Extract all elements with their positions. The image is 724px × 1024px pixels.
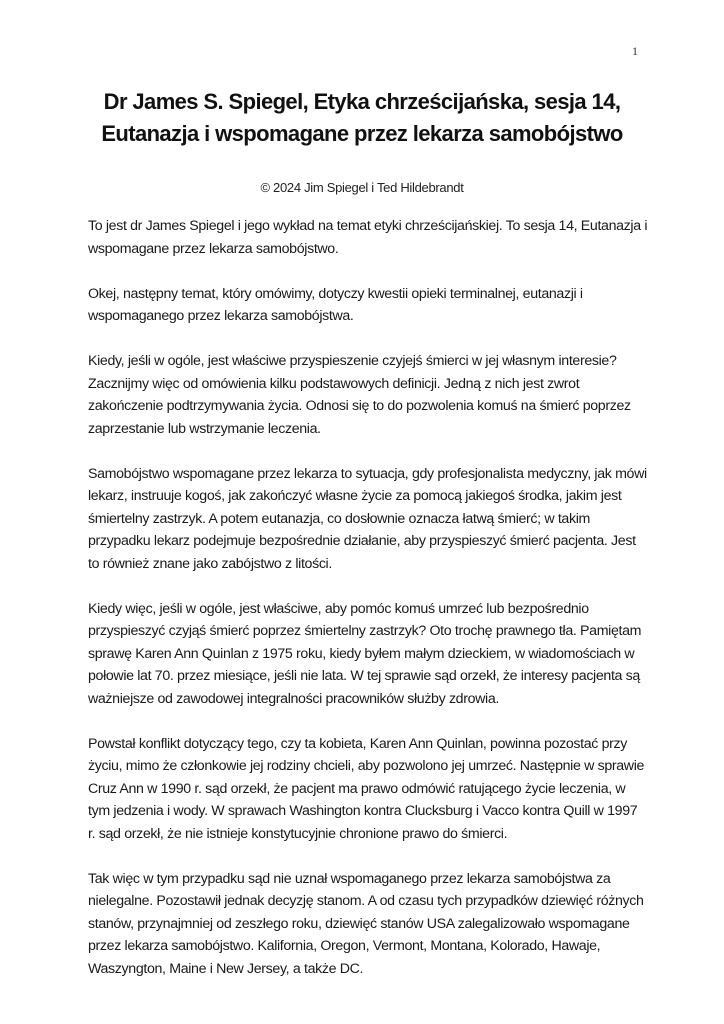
paragraph: Kiedy więc, jeśli w ogóle, jest właściwe, aby pomóc komuś umrzeć lub bezpośrednio przyspieszyć czyjąś śmierć poprzez śmiertelny zastrzyk? Oto trochę prawnego tła. Pamiętam sprawę Karen Ann Quinlan z 1975 roku, kiedy byłem małym dzieckiem, w wiadomościach w połowie lat 70. przez miesiące, jeśli nie lata. W tej sprawie sąd orzekł, że interesy pacjenta są ważniejsze od zawodowej integralności pracowników służby zdrowia. — [88, 600, 642, 707]
copyright-line: © 2024 Jim Spiegel i Ted Hildebrandt — [260, 180, 464, 195]
paragraph: Okej, następny temat, który omówimy, dotyczy kwestii opieki terminalnej, eutanazji i wspomaganego przez lekarza samobójstwa. — [88, 285, 583, 324]
paragraph: Tak więc w tym przypadku sąd nie uznał wspomaganego przez lekarza samobójstwa za nielegalne. Pozostawił jednak decyzję stanom. A od czasu tych przypadków dziewięć różnych stanów, przynajmniej od zeszłego roku, dziewięć stanów USA zalegalizowało wspomagane przez lekarza samobójstwo. Kalifornia, Oregon, Vermont, Montana, Kolorado, Hawaje, Waszyngton, Maine i New Jersey, a także DC. — [88, 870, 644, 977]
paragraph: To jest dr James Spiegel i jego wykład na temat etyki chrześcijańskiej. To sesja 14, Eutanazja i wspomagane przez lekarza samobójstwo. — [88, 218, 648, 257]
paragraph: Powstał konflikt dotyczący tego, czy ta kobieta, Karen Ann Quinlan, powinna pozostać przy życiu, mimo że członkowie jej rodziny chcieli, aby pozwolono jej umrzeć. Następnie w sprawie Cruz Ann w 1990 r. sąd orzekł, że pacjent ma prawo odmówić ratującego życie leczenia, w tym jedzenia i wody. W sprawach Washington kontra Clucksburg i Vacco kontra Quill w 1997 r. sąd orzekł, że nie istnieje konstytucyjnie chronione prawo do śmierci. — [88, 735, 645, 842]
paragraph: Samobójstwo wspomagane przez lekarza to sytuacja, gdy profesjonalista medyczny, jak mówi lekarz, instruuje kogoś, jak zakończyć własne życie za pomocą jakiegoś środka, jakim jest śmiertelny zastrzyk. A potem eutanazja, co dosłownie oznacza łatwą śmierć; w takim przypadku lekarz podejmuje bezpośrednie działanie, aby przyspieszyć śmierć pacjenta. Jest to również znane jako zabójstwo z litości. — [88, 465, 647, 572]
page-number: 1 — [632, 44, 638, 58]
document-title: Dr James S. Spiegel, Etyka chrześcijańska, sesja 14, Eutanazja i wspomagane przez lekarza samobójstwo — [101, 89, 623, 146]
paragraph: Kiedy, jeśli w ogóle, jest właściwe przyspieszenie czyjejś śmierci w jej własnym interesie? Zacznijmy więc od omówienia kilku podstawowych definicji. Jedną z nich jest zwrot zakończenie podtrzymywania życia. Odnosi się to do pozwolenia komuś na śmierć poprzez zaprzestanie lub wstrzymanie leczenia. — [88, 353, 631, 437]
document-body — [88, 215, 648, 1003]
